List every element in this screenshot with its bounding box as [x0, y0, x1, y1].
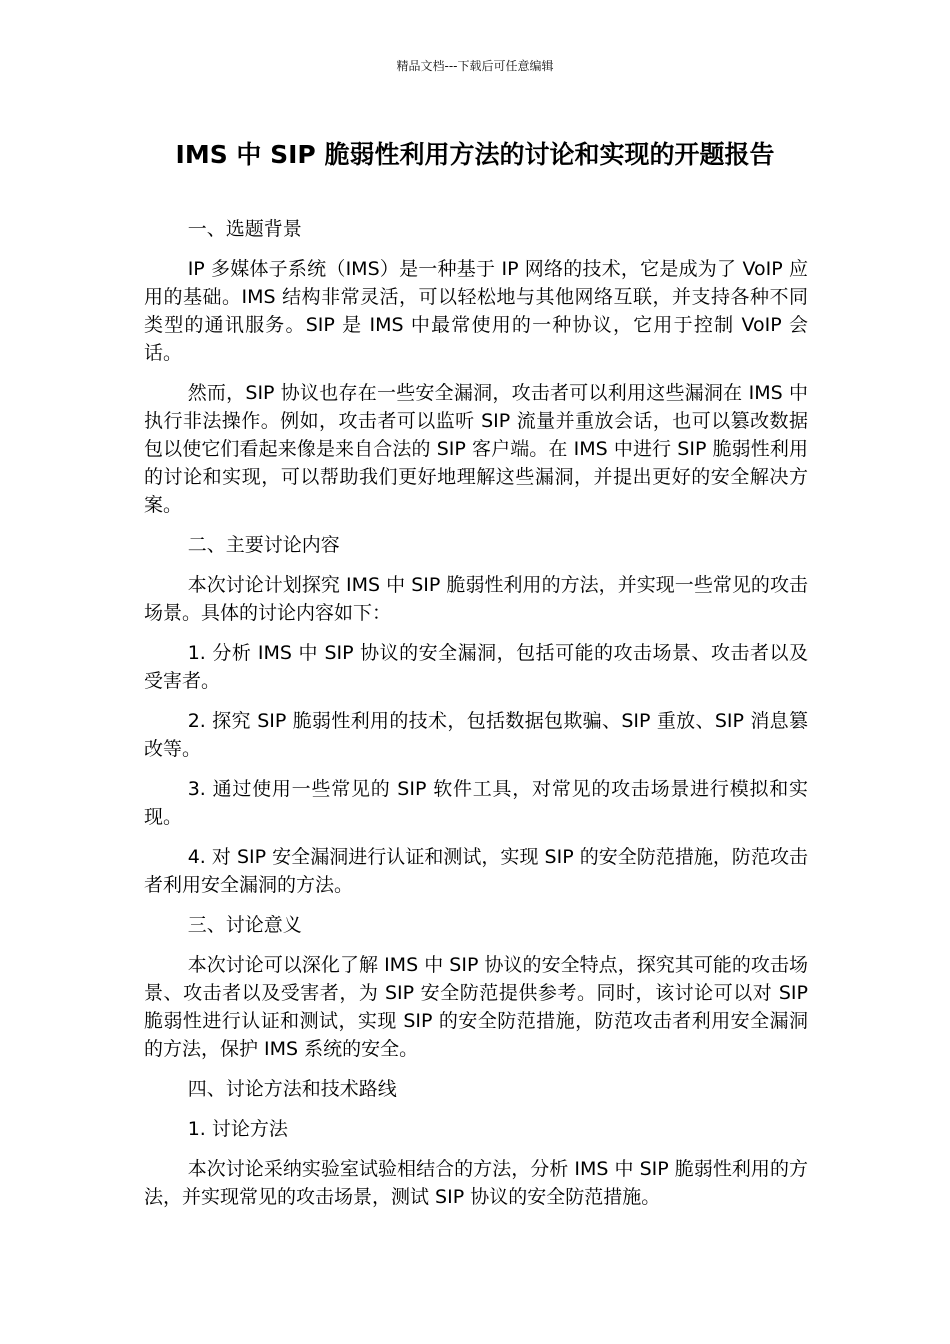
- paragraph-method: 本次讨论采纳实验室试验相结合的方法，分析 IMS 中 SIP 脆弱性利用的方法，并实现常见的攻击场景，测试 SIP 协议的安全防范措施。: [144, 1158, 808, 1208]
- section-heading-background: 一、选题背景: [187, 218, 302, 240]
- document-title: IMS 中 SIP 脆弱性利用方法的讨论和实现的开题报告: [175, 140, 775, 169]
- header-note: 精品文档---下载后可任意编辑: [396, 59, 554, 73]
- section-heading-significance: 三、讨论意义: [187, 914, 302, 936]
- paragraph-plan: 本次讨论计划探究 IMS 中 SIP 脆弱性利用的方法，并实现一些常见的攻击场景。具体的讨论内容如下：: [144, 574, 808, 624]
- subheading-method: 1. 讨论方法: [187, 1118, 288, 1140]
- section-heading-main-content: 二、主要讨论内容: [187, 534, 340, 556]
- list-item-1: 1. 分析 IMS 中 SIP 协议的安全漏洞，包括可能的攻击场景、攻击者以及受害者。: [144, 642, 808, 692]
- list-item-3: 3. 通过使用一些常见的 SIP 软件工具，对常见的攻击场景进行模拟和实现。: [144, 778, 808, 828]
- paragraph-sip-vulnerabilities: 然而，SIP 协议也存在一些安全漏洞，攻击者可以利用这些漏洞在 IMS 中执行非法操作。例如，攻击者可以监听 SIP 流量并重放会话，也可以篡改数据包以使它们看起来像是来自合法的 SIP 客户端。在 IMS 中进行 SIP 脆弱性利用的讨论和实现，可以帮助我们更好地理解这些漏洞，并提出更好的安全解决方案。: [144, 382, 808, 516]
- list-item-2: 2. 探究 SIP 脆弱性利用的技术，包括数据包欺骗、SIP 重放、SIP 消息篡改等。: [144, 710, 808, 760]
- list-item-4: 4. 对 SIP 安全漏洞进行认证和测试，实现 SIP 的安全防范措施，防范攻击者利用安全漏洞的方法。: [144, 846, 808, 896]
- paragraph-ims-intro: IP 多媒体子系统（IMS）是一种基于 IP 网络的技术，它是成为了 VoIP 应用的基础。IMS 结构非常灵活，可以轻松地与其他网络互联，并支持各种不同类型的通讯服务。SIP 是 IMS 中最常使用的一种协议，它用于控制 VoIP 会话。: [144, 258, 808, 364]
- paragraph-significance: 本次讨论可以深化了解 IMS 中 SIP 协议的安全特点，探究其可能的攻击场景、攻击者以及受害者，为 SIP 安全防范提供参考。同时，该讨论可以对 SIP 脆弱性进行认证和测试，实现 SIP 的安全防范措施，防范攻击者利用安全漏洞的方法，保护 IMS 系统的安全。: [144, 954, 808, 1060]
- document-body: [144, 215, 808, 1223]
- section-heading-method: 四、讨论方法和技术路线: [187, 1078, 397, 1100]
